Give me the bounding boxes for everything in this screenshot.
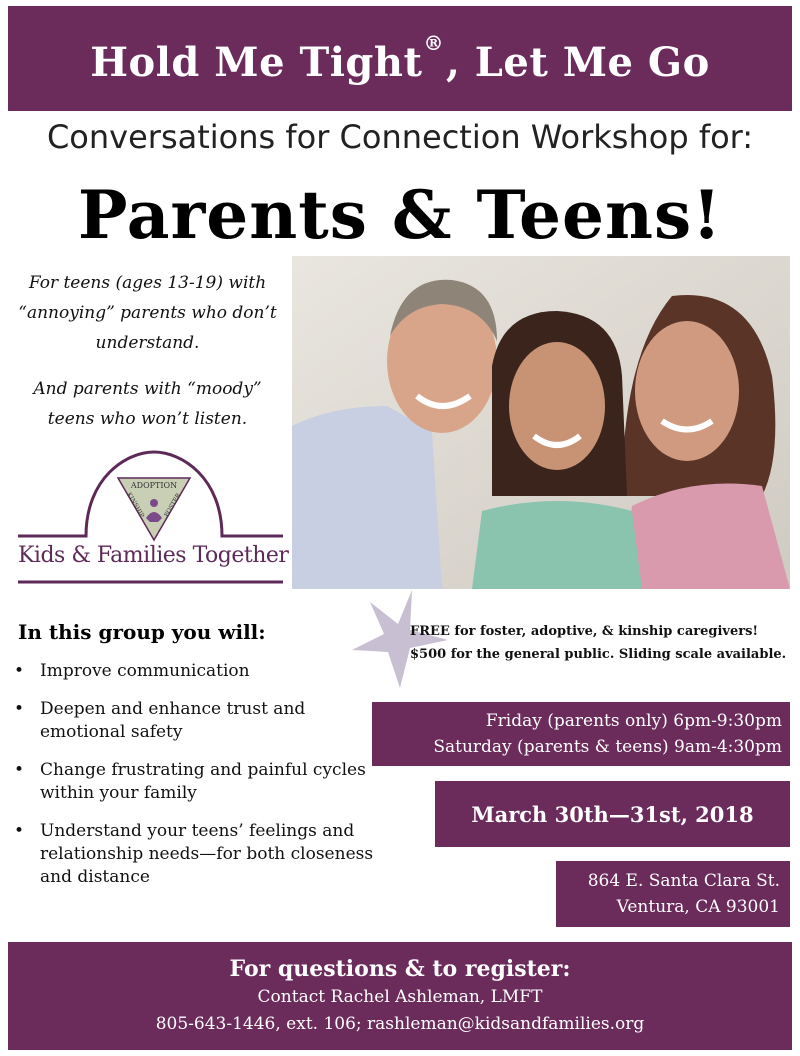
footer-heading: For questions & to register: xyxy=(229,956,571,982)
list-item-text: Understand your teens’ feelings and relationship needs—for both closeness and distance xyxy=(40,821,374,887)
badge-kinship-text: KINSHIP xyxy=(125,491,146,520)
pricing-paid xyxy=(410,643,790,666)
free-text: for foster, adoptive, & kinship caregivers! xyxy=(449,624,759,639)
list-item xyxy=(14,820,374,889)
schedule-friday: Friday (parents only) 6pm-9:30pm xyxy=(485,711,782,731)
registered-mark: ® xyxy=(423,31,444,55)
logo-arch-graphic xyxy=(18,448,289,590)
benefits-list xyxy=(14,660,374,904)
title-main: Hold Me Tight xyxy=(90,39,423,86)
list-item xyxy=(14,759,374,805)
subtitle: Conversations for Connection Workshop for: xyxy=(46,118,754,156)
pricing-info xyxy=(410,620,790,666)
logo-name: Kids & Families Together xyxy=(18,543,289,568)
intro-parents: And parents with “moody” teens who won’t listen. xyxy=(33,379,262,429)
bullet-icon: • xyxy=(14,661,25,681)
family-photo xyxy=(292,256,790,589)
footer-banner xyxy=(8,942,792,1050)
headline: Parents & Teens! xyxy=(77,176,723,254)
title-rest: , Let Me Go xyxy=(445,39,710,86)
list-item-text: Deepen and enhance trust and emotional safety xyxy=(40,699,306,742)
page-title xyxy=(90,31,710,86)
bullet-icon: • xyxy=(14,699,25,719)
pricing-free xyxy=(410,620,790,643)
title-banner xyxy=(8,6,792,111)
address-city: Ventura, CA 93001 xyxy=(616,897,780,917)
list-item xyxy=(14,698,374,744)
footer-phone-email[interactable]: 805-643-1446, ext. 106; rashleman@kidsandfamilies.org xyxy=(155,1014,645,1034)
kids-families-together-logo xyxy=(18,448,289,590)
paid-label: $500 xyxy=(410,647,447,662)
schedule-box xyxy=(372,702,790,766)
list-item xyxy=(14,660,374,683)
bullet-icon: • xyxy=(14,760,25,780)
group-heading: In this group you will: xyxy=(18,620,266,644)
intro-teens: For teens (ages 13-19) with “annoying” parents who don’t understand. xyxy=(18,273,277,353)
address-street: 864 E. Santa Clara St. xyxy=(587,871,780,891)
bullet-icon: • xyxy=(14,821,25,841)
schedule-saturday: Saturday (parents & teens) 9am-4:30pm xyxy=(433,737,782,757)
free-label: FREE xyxy=(410,624,450,639)
date-box xyxy=(435,781,790,847)
list-item-text: Change frustrating and painful cycles within your family xyxy=(40,760,366,803)
event-date: March 30th—31st, 2018 xyxy=(471,801,754,827)
paid-text: for the general public. Sliding scale available. xyxy=(446,647,787,662)
badge-adoption-text: ADOPTION xyxy=(130,481,178,490)
footer-contact: Contact Rachel Ashleman, LMFT xyxy=(257,987,543,1007)
family-photo-illustration xyxy=(292,256,790,589)
address-box xyxy=(556,861,790,927)
list-item-text: Improve communication xyxy=(40,661,250,681)
badge-foster-text: FOSTER xyxy=(163,492,183,519)
